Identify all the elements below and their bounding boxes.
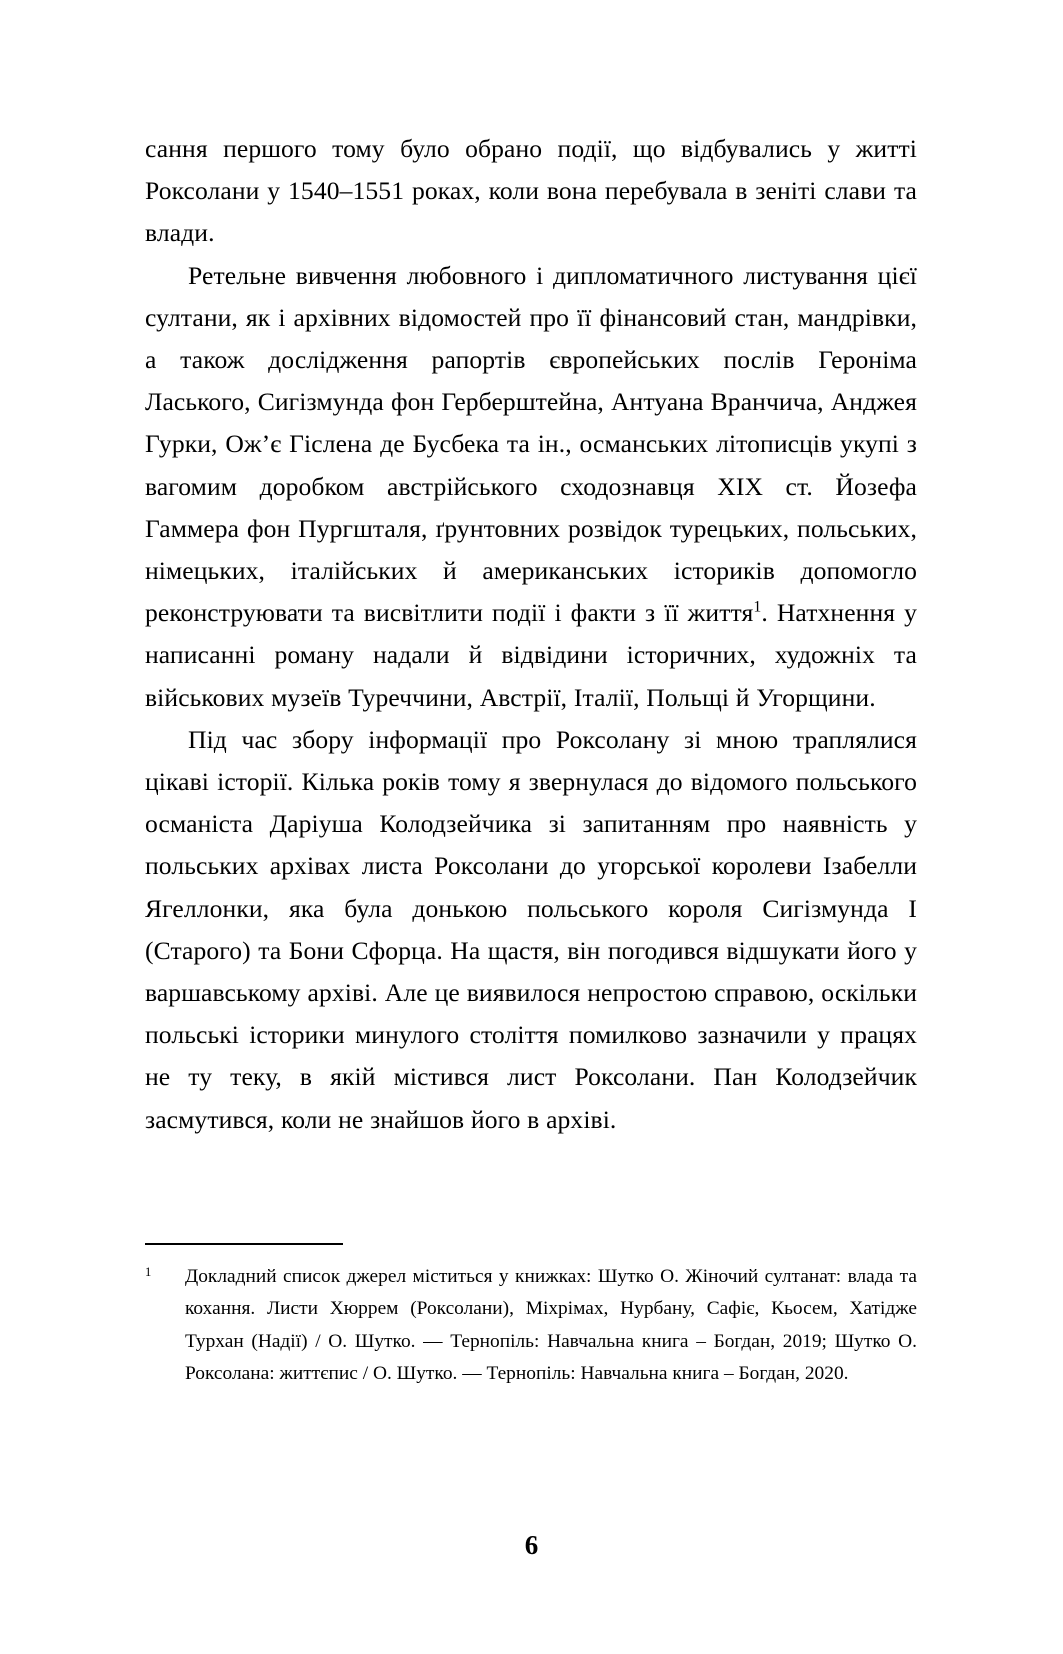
paragraph-stories: Під час збору інформації про Роксолану зі мною траплялися цікаві історії. Кілька років тому я звернулася до відомого польського османіста Даріуша Колодзейчика зі запитанням про наявність у польських архівах листа Роксолани до угорської королеви Ізабелли Ягеллонки, яка була донькою польського короля Сигізмунда I (Старого) та Бони Сфорца. На щастя, він погодився відшукати його у варшавському архіві. Але це виявилося непростою справою, оскільки польські історики минулого століття помилково зазначили у працях не ту теку, в якій містився лист Роксолани. Пан Колодзейчик засмутився, коли не знайшов його в архіві. <box>145 724 917 1134</box>
footnote-reference-1[interactable]: 1 <box>753 598 762 616</box>
paragraph-research-text-after-footnote: . Натхнення у написанні роману надали й відвідини історичних, художніх та військових музеїв Туреччини, Австрії, Італії, Польщі й Угорщини. <box>145 598 917 712</box>
page-number: 6 <box>524 1530 539 1560</box>
body-text-block <box>145 128 917 1141</box>
footnote-separator-rule <box>145 1243 343 1245</box>
footnote-zone <box>145 1243 917 1391</box>
paragraph-research <box>145 255 917 719</box>
footnote-text: Докладний список джерел міститься у книжках: Шутко О. Жіночий султанат: влада та кохання. Листи Хюррем (Роксолани), Міхрімах, Нурбану, Сафіє, Кьосем, Хатідже Турхан (Надії) / О. Шутко. — Тернопіль: Навчальна книга – Богдан, 2019; Шутко О. Роксолана: життєпис / О. Шутко. — Тернопіль: Навчальна книга – Богдан, 2020. <box>185 1266 917 1385</box>
paragraph-research-text-before-footnote: Ретельне вивчення любовного і дипломатичного листування цієї султани, як і архівних відомостей про її фінансовий стан, мандрівки, а також дослідження рапортів європейських послів Героніма Ласького, Сигізмунда фон Герберштейна, Антуана Вранчича, Анджея Гурки, Ож’є Гіслена де Бусбека та ін., османських літописців укупі з вагомим доробком австрійського сходознавця XIX ст. Йозефа Гаммера фон Пургшталя, ґрунтовних розвідок турецьких, польських, німецьких, італійських й американських істориків допомогло реконструювати та висвітлити події і факти з її життя <box>145 260 917 628</box>
footnote-marker-1: 1 <box>145 1265 152 1279</box>
footnote-item <box>145 1261 917 1391</box>
paragraph-continued: сання першого тому було обрано події, що відбувались у житті Роксолани у 1540–1551 роках, коли вона перебувала в зеніті слави та влади. <box>145 134 917 248</box>
